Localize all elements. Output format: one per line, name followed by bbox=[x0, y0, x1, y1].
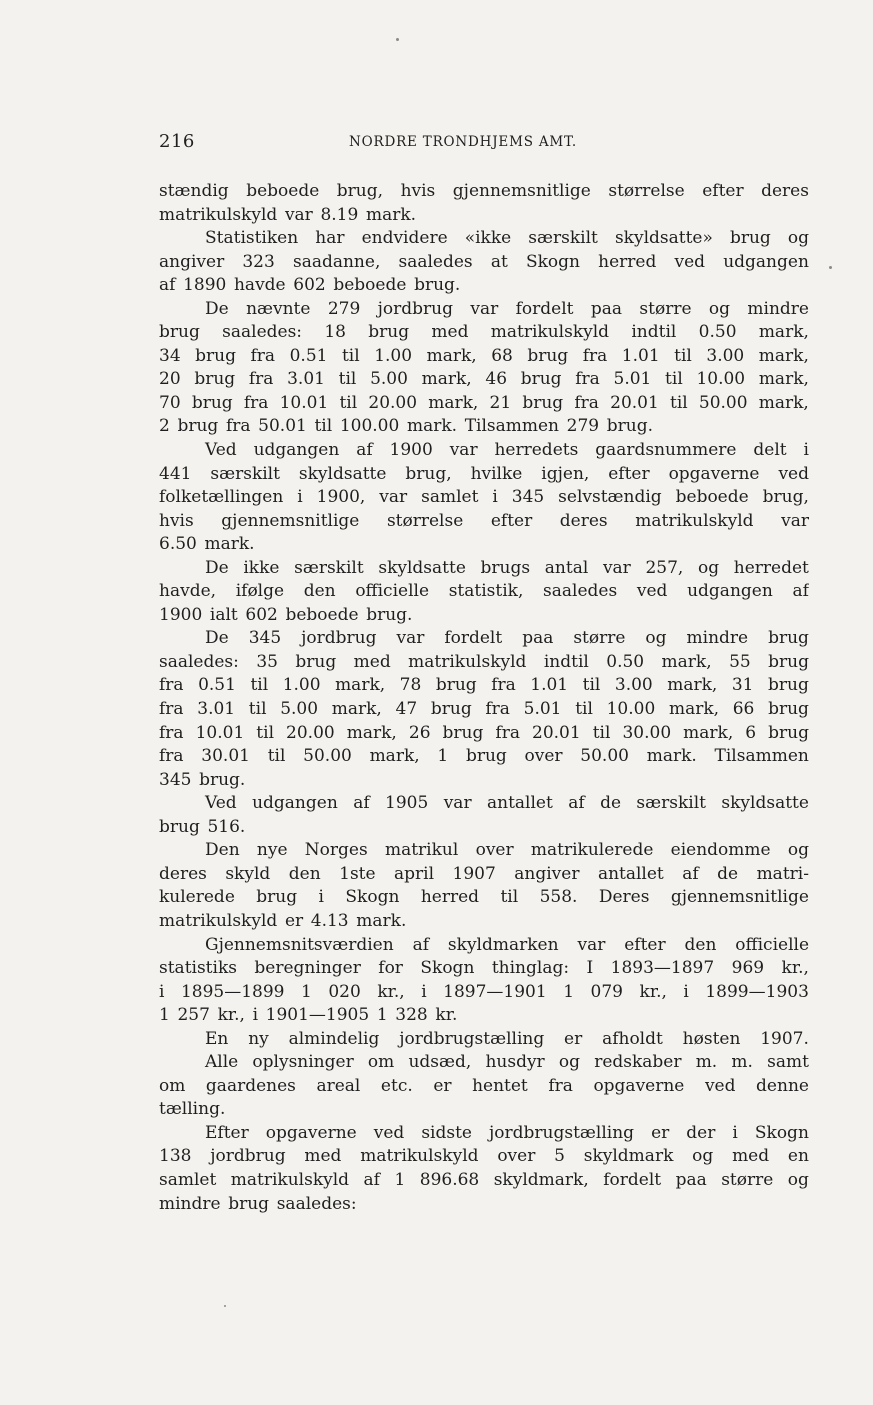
text-line: i 1895—1899 1 020 kr., i 1897—1901 1 079 kr., i 1899—1903 bbox=[159, 981, 809, 1002]
text-line: 2 brug fra 50.01 til 100.00 mark. Tilsammen 279 brug. bbox=[159, 416, 653, 437]
text-line: hvis gjennemsnitlige størrelse efter deres matrikulskyld var bbox=[159, 510, 809, 531]
text-line: Statistiken har endvidere «ikke særskilt skyldsatte» brug og bbox=[205, 228, 809, 249]
text-line: Efter opgaverne ved sidste jordbrugstælling er der i Skogn bbox=[205, 1122, 809, 1143]
text-line: fra 0.51 til 1.00 mark, 78 brug fra 1.01 til 3.00 mark, 31 brug bbox=[159, 675, 809, 696]
text-line: 34 brug fra 0.51 til 1.00 mark, 68 brug fra 1.01 til 3.00 mark, bbox=[159, 345, 809, 366]
text-line: tælling. bbox=[159, 1099, 226, 1120]
text-line: saaledes: 35 brug med matrikulskyld indtil 0.50 mark, 55 brug bbox=[159, 651, 809, 672]
text-line: 6.50 mark. bbox=[159, 534, 255, 555]
text-line: En ny almindelig jordbrugstælling er afholdt høsten 1907. bbox=[205, 1028, 809, 1049]
text-line: af 1890 havde 602 beboede brug. bbox=[159, 275, 461, 296]
page-number: 216 bbox=[159, 131, 195, 152]
text-line: statistiks beregninger for Skogn thinglag: I 1893—1897 969 kr., bbox=[159, 958, 809, 979]
text-line: fra 30.01 til 50.00 mark, 1 brug over 50.00 mark. Tilsammen bbox=[159, 746, 809, 767]
text-line: Gjennemsnitsværdien af skyldmarken var efter den officielle bbox=[205, 934, 809, 955]
text-line: havde, ifølge den officielle statistik, saaledes ved udgangen af bbox=[159, 581, 809, 602]
text-line: matrikulskyld var 8.19 mark. bbox=[159, 204, 417, 225]
text-line: samlet matrikulskyld af 1 896.68 skyldmark, fordelt paa større og bbox=[159, 1169, 809, 1190]
text-line: Ved udgangen af 1905 var antallet af de særskilt skyldsatte bbox=[205, 793, 809, 814]
text-line: De 345 jordbrug var fordelt paa større og mindre brug bbox=[205, 628, 809, 649]
page-header bbox=[159, 131, 809, 159]
text-line: 1900 ialt 602 beboede brug. bbox=[159, 604, 413, 625]
text-line: De ikke særskilt skyldsatte brugs antal var 257, og herredet bbox=[205, 557, 809, 578]
text-line: 345 brug. bbox=[159, 769, 246, 790]
text-line: 70 brug fra 10.01 til 20.00 mark, 21 brug fra 20.01 til 50.00 mark, bbox=[159, 392, 809, 413]
text-line: Den nye Norges matrikul over matrikulerede eiendomme og bbox=[205, 840, 809, 861]
paper-speck bbox=[224, 1305, 226, 1307]
text-line: kulerede brug i Skogn herred til 558. Deres gjennemsnitlige bbox=[159, 887, 809, 908]
text-line: 1 257 kr., i 1901—1905 1 328 kr. bbox=[159, 1005, 458, 1026]
text-line: fra 10.01 til 20.00 mark, 26 brug fra 20.01 til 30.00 mark, 6 brug bbox=[159, 722, 809, 743]
text-line: mindre brug saaledes: bbox=[159, 1193, 357, 1214]
text-line: om gaardenes areal etc. er hentet fra opgaverne ved denne bbox=[159, 1075, 809, 1096]
text-line: folketællingen i 1900, var samlet i 345 selvstændig beboede brug, bbox=[159, 487, 809, 508]
text-line: brug saaledes: 18 brug med matrikulskyld indtil 0.50 mark, bbox=[159, 322, 809, 343]
text-line: Ved udgangen af 1900 var herredets gaardsnummere delt i bbox=[205, 440, 809, 461]
text-line: 441 særskilt skyldsatte brug, hvilke igjen, efter opgaverne ved bbox=[159, 463, 809, 484]
text-line: 20 brug fra 3.01 til 5.00 mark, 46 brug fra 5.01 til 10.00 mark, bbox=[159, 369, 809, 390]
text-line: angiver 323 saadanne, saaledes at Skogn herred ved udgangen bbox=[159, 251, 809, 272]
text-line: Alle oplysninger om udsæd, husdyr og redskaber m. m. samt bbox=[205, 1052, 809, 1073]
paper-speck bbox=[829, 266, 832, 269]
text-line: stændig beboede brug, hvis gjennemsnitlige størrelse efter deres bbox=[159, 181, 809, 201]
text-line: brug 516. bbox=[159, 816, 246, 837]
text-line: fra 3.01 til 5.00 mark, 47 brug fra 5.01 til 10.00 mark, 66 brug bbox=[159, 699, 809, 720]
text-line: deres skyld den 1ste april 1907 angiver antallet af de matri- bbox=[159, 863, 809, 884]
running-title: NORDRE TRONDHJEMS AMT. bbox=[349, 134, 577, 150]
text-line: 138 jordbrug med matrikulskyld over 5 skyldmark og med en bbox=[159, 1146, 809, 1167]
text-line: De nævnte 279 jordbrug var fordelt paa større og mindre bbox=[205, 298, 809, 319]
body-text bbox=[159, 180, 809, 1216]
text-line: matrikulskyld er 4.13 mark. bbox=[159, 910, 407, 931]
paper-speck bbox=[396, 38, 399, 41]
